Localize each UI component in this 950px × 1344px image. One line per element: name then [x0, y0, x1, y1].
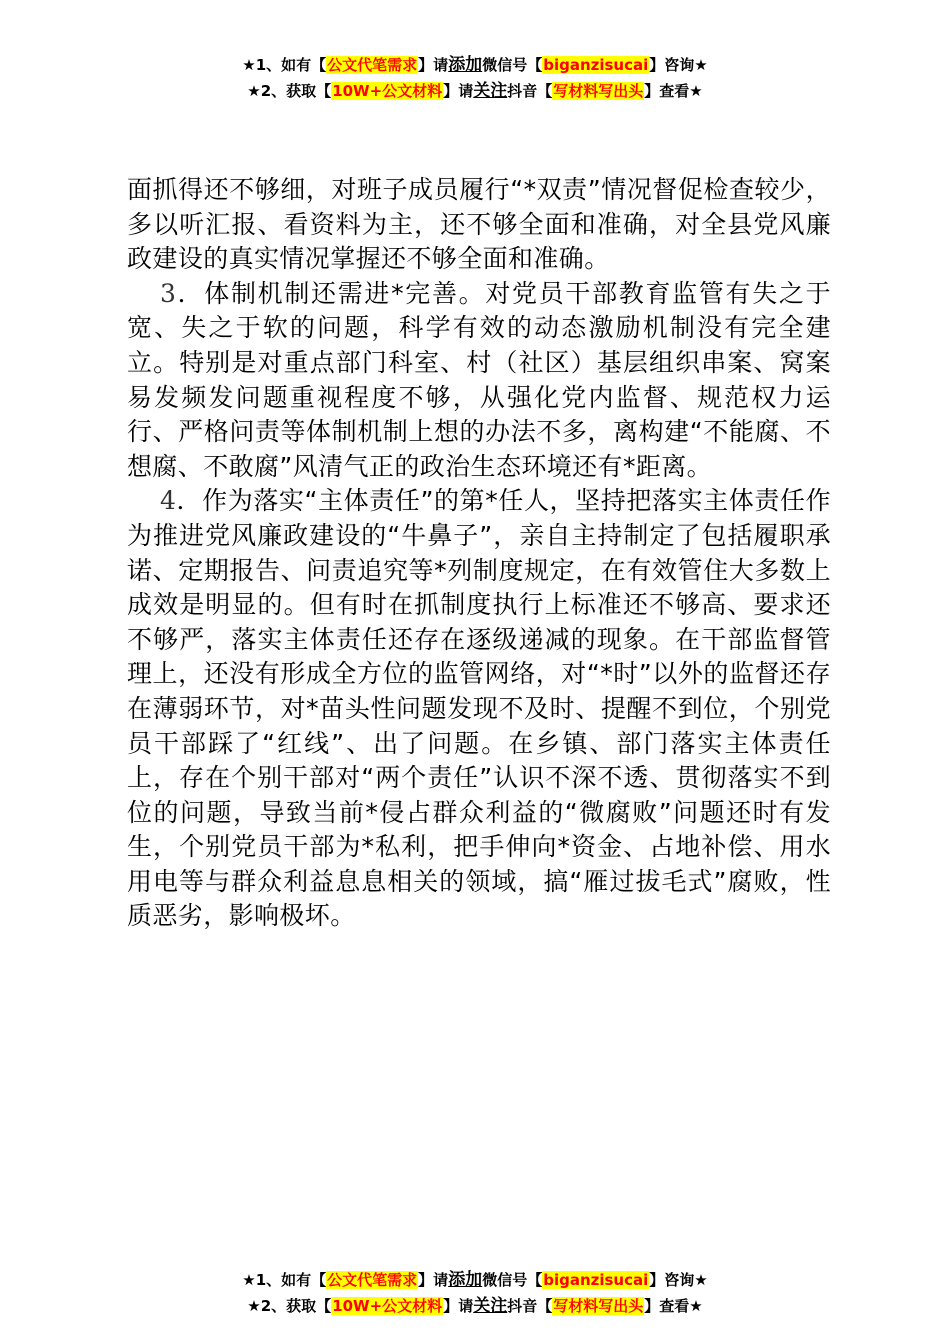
- banner-text: ★1、如有【: [242, 56, 327, 74]
- banner-text: 】咨询★: [649, 1271, 708, 1289]
- highlight-douyin: 写材料写出头: [553, 1297, 644, 1315]
- banner-text: 】请: [443, 82, 474, 100]
- paragraph-item-3: [127, 277, 831, 485]
- highlight-materials: 10W+公文材料: [332, 1297, 443, 1315]
- underlined-text: 关注: [473, 81, 508, 101]
- highlight-service: 公文代笔需求: [327, 1271, 418, 1289]
- highlight-douyin: 写材料写出头: [553, 82, 644, 100]
- banner-text: 】请: [443, 1297, 474, 1315]
- banner-text: 抖音【: [507, 82, 553, 100]
- highlight-service: 公文代笔需求: [327, 56, 418, 74]
- banner-text: 】咨询★: [649, 56, 708, 74]
- footer-banner: [0, 1267, 950, 1319]
- banner-text: 微信号【: [482, 1271, 543, 1289]
- banner-text: ★2、获取【: [247, 82, 332, 100]
- highlight-materials: 10W+公文材料: [332, 82, 443, 100]
- paragraph-text: ．体制机制还需进*完善。对党员干部教育监管有失之于宽、失之于软的问题，科学有效的动态激励机制没有完全建立。特别是对重点部门科室、村（社区）基层组织串案、窝案易发频发问题重视程度不够，从强化党内监督、规范权力运行、严格问责等体制机制上想的办法不多，离构建“不能腐、不想腐、不敢腐”风清气正的政治生态环境还有*距离。: [127, 278, 831, 481]
- item-number: 4: [160, 486, 177, 516]
- paragraph-text: ．作为落实“主体责任”的第*任人，坚持把落实主体责任作为推进党风廉政建设的“牛鼻子”，亲自主持制定了包括履职承诺、定期报告、问责追究等*列制度规定，在有效管住大多数上成效是明显的。但有时在抓制度执行上标准还不够高、要求还不够严，落实主体责任还存在逐级递减的现象。在干部监督管理上，还没有形成全方位的监管网络，对“*时”以外的监督还存在薄弱环节，对*苗头性问题发现不及时、提醒不到位，个别党员干部踩了“红线”、出了问题。在乡镇、部门落实主体责任上，存在个别干部对“两个责任”认识不深不透、贯彻落实不到位的问题，导致当前*侵占群众利益的“微腐败”问题还时有发生，个别党员干部为*私利，把手伸向*资金、占地补偿、用水用电等与群众利益息息相关的领域，搞“雁过拔毛式”腐败，性质恶劣，影响极坏。: [127, 486, 831, 931]
- banner-text: 微信号【: [482, 56, 543, 74]
- item-number: 3: [160, 278, 177, 308]
- banner-line-2: [0, 78, 950, 104]
- paragraph-continued: 面抓得还不够细，对班子成员履行“*双责”情况督促检查较少，多以听汇报、看资料为主，还不够全面和准确，对全县党风廉政建设的真实情况掌握还不够全面和准确。: [127, 175, 831, 274]
- banner-text: 】查看★: [644, 1297, 703, 1315]
- banner-text: ★1、如有【: [242, 1271, 327, 1289]
- highlight-wechat-id: biganzisucai: [543, 1271, 649, 1289]
- banner-line-1: [0, 1267, 950, 1293]
- document-body: [127, 173, 831, 934]
- underlined-text: 添加: [448, 1270, 483, 1290]
- highlight-wechat-id: biganzisucai: [543, 56, 649, 74]
- banner-line-1: [0, 52, 950, 78]
- banner-text: 】查看★: [644, 82, 703, 100]
- paragraph-item-4: [127, 484, 831, 934]
- banner-text: 抖音【: [507, 1297, 553, 1315]
- underlined-text: 关注: [473, 1296, 508, 1316]
- header-banner: [0, 52, 950, 104]
- underlined-text: 添加: [448, 55, 483, 75]
- banner-text: 】请: [418, 1271, 449, 1289]
- banner-text: 】请: [418, 56, 449, 74]
- banner-line-2: [0, 1293, 950, 1319]
- banner-text: ★2、获取【: [247, 1297, 332, 1315]
